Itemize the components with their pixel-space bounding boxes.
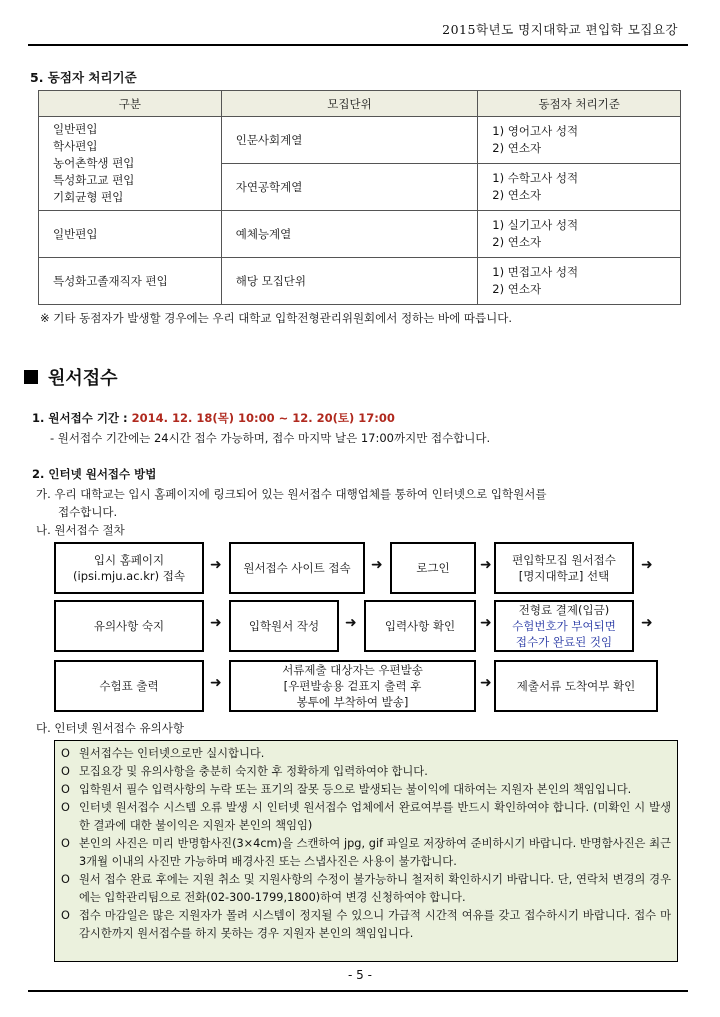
notice-item bbox=[61, 871, 671, 907]
category-item: 학사편입 bbox=[53, 139, 98, 153]
arrow-right-icon: ➜ bbox=[210, 675, 222, 691]
rule-item: 1) 영어고사 성적 bbox=[492, 124, 579, 138]
header-unit: 모집단위 bbox=[221, 91, 478, 117]
rule-cell bbox=[478, 211, 681, 258]
circle-bullet-icon: O bbox=[61, 909, 70, 922]
flow-step-text: [명지대학교] 선택 bbox=[518, 569, 610, 583]
rule-cell bbox=[478, 164, 681, 211]
flow-step-confirm: 입력사항 확인 bbox=[364, 600, 476, 652]
rule-item: 1) 실기고사 성적 bbox=[492, 218, 579, 232]
notice-text: 본인의 사진은 미리 반명함사진(3×4cm)을 스캔하여 jpg, gif 파일로 저장하여 준비하시기 바랍니다. 반명함사진은 최근 3개월 이내의 사진만 가능하며 배경사진 또는 스냅사진은 사용이 불가합니다. bbox=[79, 837, 671, 868]
rule-item: 2) 연소자 bbox=[492, 141, 542, 155]
period-label: 1. 원서접수 기간 : bbox=[32, 411, 132, 425]
na-title: 나. 원서접수 절차 bbox=[36, 523, 125, 537]
header-rule: 동점자 처리기준 bbox=[478, 91, 681, 117]
circle-bullet-icon: O bbox=[61, 747, 70, 760]
arrow-right-icon: ➜ bbox=[480, 675, 492, 691]
notice-item bbox=[61, 835, 671, 871]
period-value: 2014. 12. 18(목) 10:00 ~ 12. 20(토) 17:00 bbox=[131, 411, 395, 425]
flow-step-homepage bbox=[54, 542, 204, 594]
notice-box bbox=[54, 740, 678, 962]
header-category: 구분 bbox=[39, 91, 222, 117]
notice-text: 입학원서 필수 입력사항의 누락 또는 표기의 잘못 등으로 발생되는 불이익에 대하여는 지원자 본인의 책임입니다. bbox=[79, 783, 632, 796]
header-rule bbox=[28, 44, 688, 46]
rule-item: 2) 연소자 bbox=[492, 235, 542, 249]
rule-cell bbox=[478, 258, 681, 305]
flow-step-text: 입시 홈페이지 bbox=[93, 553, 165, 567]
category-cell: 일반편입 bbox=[39, 211, 222, 258]
arrow-right-icon: ➜ bbox=[641, 615, 653, 631]
internet-title: 2. 인터넷 원서접수 방법 bbox=[32, 467, 157, 481]
flow-step-text: [우편발송용 겉표지 출력 후 bbox=[283, 679, 422, 693]
page-number: - 5 - bbox=[348, 968, 372, 982]
table-header-row bbox=[39, 91, 681, 117]
flow-step-note: 접수가 완료된 것임 bbox=[515, 635, 613, 649]
notice-text: 모집요강 및 유의사항을 충분히 숙지한 후 정확하게 입력하여야 합니다. bbox=[79, 765, 428, 778]
application-section-title bbox=[24, 364, 118, 390]
application-title-text: 원서접수 bbox=[48, 368, 118, 389]
circle-bullet-icon: O bbox=[61, 801, 70, 814]
rule-item: 2) 연소자 bbox=[492, 188, 542, 202]
flow-step-text: (ipsi.mju.ac.kr) 접속 bbox=[73, 569, 185, 583]
ga-line2: 접수합니다. bbox=[58, 505, 118, 519]
flow-step-text: 서류제출 대상자는 우편발송 bbox=[282, 663, 423, 677]
arrow-right-icon: ➜ bbox=[345, 615, 357, 631]
circle-bullet-icon: O bbox=[61, 765, 70, 778]
square-bullet-icon bbox=[24, 370, 38, 384]
footer-rule bbox=[28, 990, 688, 992]
category-cell: 특성화고졸재직자 편입 bbox=[39, 258, 222, 305]
ga-line1: 가. 우리 대학교는 입시 홈페이지에 링크되어 있는 원서접수 대행업체를 통하여 인터넷으로 입학원서를 bbox=[36, 487, 547, 501]
flow-step-login: 로그인 bbox=[390, 542, 476, 594]
section5-title: 5. 동점자 처리기준 bbox=[30, 70, 137, 85]
notice-text: 원서접수는 인터넷으로만 실시합니다. bbox=[79, 747, 265, 760]
notice-text: 원서 접수 완료 후에는 지원 취소 및 지원사항의 수정이 불가능하니 철저히 확인하시기 바랍니다. 단, 연락처 변경의 경우에는 입학관리팀으로 전화(02-300-1799,1800)하여 변경 신청하여야 합니다. bbox=[79, 873, 671, 904]
period-line bbox=[32, 410, 395, 426]
da-title: 다. 인터넷 원서접수 유의사항 bbox=[36, 721, 184, 735]
table-row bbox=[39, 258, 681, 305]
arrow-right-icon: ➜ bbox=[210, 557, 222, 573]
category-item: 농어촌학생 편입 bbox=[53, 156, 135, 170]
flow-step-print-ticket: 수험표 출력 bbox=[54, 660, 204, 712]
unit-cell: 인문사회계열 bbox=[221, 117, 478, 164]
rule-item: 1) 수학고사 성적 bbox=[492, 171, 579, 185]
tie-break-note: ※ 기타 동점자가 발생할 경우에는 우리 대학교 입학전형관리위원회에서 정하는 바에 따릅니다. bbox=[40, 311, 512, 325]
table-row bbox=[39, 211, 681, 258]
notice-item bbox=[61, 763, 671, 781]
flow-step-payment bbox=[494, 600, 634, 652]
flow-step-arrival-check: 제출서류 도착여부 확인 bbox=[494, 660, 658, 712]
page-header: 2015학년도 명지대학교 편입학 모집요강 bbox=[442, 22, 678, 37]
arrow-right-icon: ➜ bbox=[480, 615, 492, 631]
flow-step-select bbox=[494, 542, 634, 594]
flow-step-mail bbox=[229, 660, 476, 712]
unit-cell: 예체능계열 bbox=[221, 211, 478, 258]
arrow-right-icon: ➜ bbox=[480, 557, 492, 573]
rule-cell bbox=[478, 117, 681, 164]
flow-step-text: 전형료 결제(입금) bbox=[518, 603, 610, 617]
arrow-right-icon: ➜ bbox=[641, 557, 653, 573]
circle-bullet-icon: O bbox=[61, 873, 70, 886]
notice-item bbox=[61, 907, 671, 943]
notice-text: 인터넷 원서접수 시스템 오류 발생 시 인터넷 원서접수 업체에서 완료여부를 반드시 확인하여야 합니다. (미확인 시 발생한 결과에 대한 불이익은 지원자 본인의 책임임) bbox=[79, 801, 671, 832]
unit-cell: 자연공학계열 bbox=[221, 164, 478, 211]
rule-item: 2) 연소자 bbox=[492, 282, 542, 296]
notice-item bbox=[61, 781, 671, 799]
circle-bullet-icon: O bbox=[61, 783, 70, 796]
unit-cell: 해당 모집단위 bbox=[221, 258, 478, 305]
flow-step-text: 편입학모집 원서접수 bbox=[512, 553, 616, 567]
arrow-right-icon: ➜ bbox=[371, 557, 383, 573]
flow-step-text: 봉투에 부착하여 발송] bbox=[296, 695, 409, 709]
notice-item bbox=[61, 745, 671, 763]
circle-bullet-icon: O bbox=[61, 837, 70, 850]
table-row bbox=[39, 117, 681, 164]
period-note: - 원서접수 기간에는 24시간 접수 가능하며, 접수 마지막 날은 17:00까지만 접수합니다. bbox=[50, 431, 491, 445]
flow-step-note: 수험번호가 부여되면 bbox=[512, 619, 616, 633]
category-cell-group1 bbox=[39, 117, 222, 211]
flow-step-site: 원서접수 사이트 접속 bbox=[229, 542, 365, 594]
tie-break-table bbox=[38, 90, 681, 305]
flow-step-guidelines: 유의사항 숙지 bbox=[54, 600, 204, 652]
category-item: 특성화고교 편입 bbox=[53, 173, 135, 187]
notice-text: 접수 마감일은 많은 지원자가 몰려 시스템이 정지될 수 있으니 가급적 시간적 여유를 갖고 접수하시기 바랍니다. 접수 마감시한까지 원서접수를 하지 못하는 경우 지원자 본인의 책임입니다. bbox=[79, 909, 671, 940]
notice-item bbox=[61, 799, 671, 835]
category-item: 기회균형 편입 bbox=[53, 190, 124, 204]
category-item: 일반편입 bbox=[53, 122, 98, 136]
flow-step-write: 입학원서 작성 bbox=[229, 600, 339, 652]
arrow-right-icon: ➜ bbox=[210, 615, 222, 631]
rule-item: 1) 면접고사 성적 bbox=[492, 265, 579, 279]
